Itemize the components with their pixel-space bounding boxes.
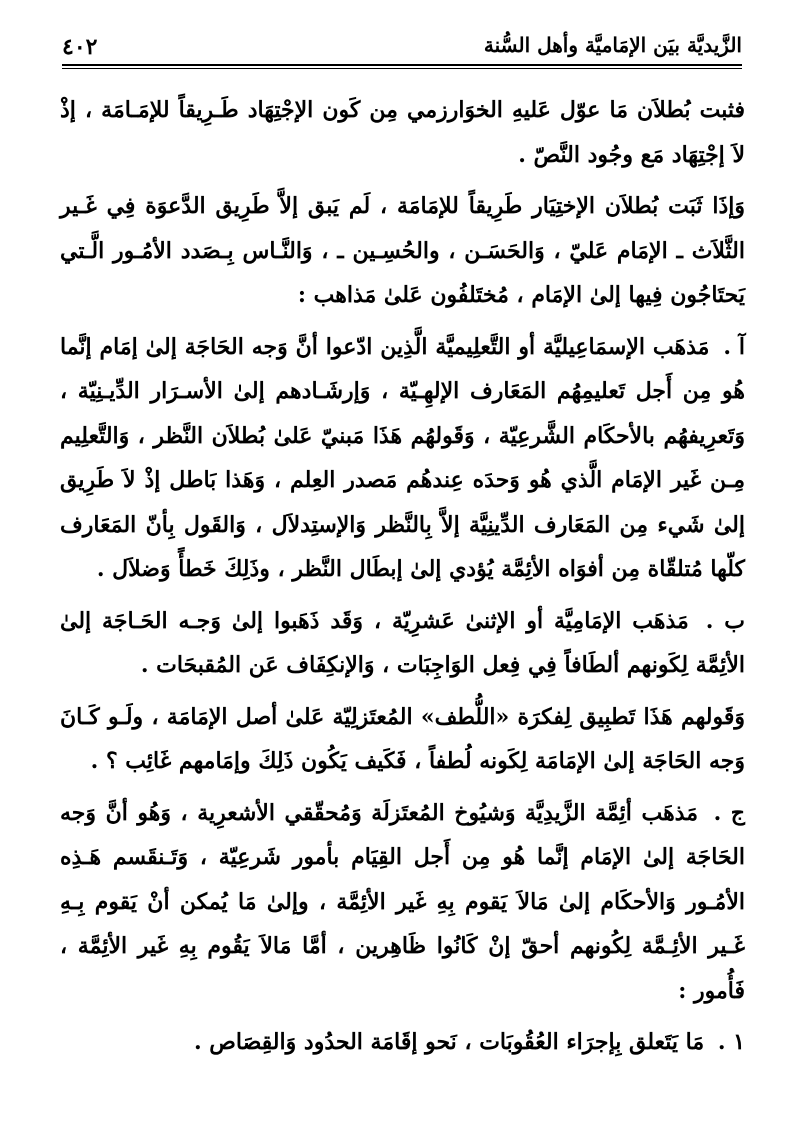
paragraph-1 [60,88,745,177]
page-number: ٤٠٢ [62,34,98,60]
header-rule [62,64,742,69]
paragraph-4 [60,599,745,688]
paragraph-3-text: مَذهَب الإسمَاعِيليَّة أو التَّعلِيميَّة الَّذِين ادّعوا أنَّ وَجه الحَاجَة إلىٰ إمَام إنَّما هُو مِن أَجل تَعليمِهُم المَعَارف الإلهِـيّة ، وَإرشَـادهم إلىٰ الأسـرَار الدِّيـنِيّة ، وَتَعرِيفهُم بالأحكَام الشَّرعِيّة ، وَقَولهُم هَذَا مَبنيّ عَلىٰ بُطلاَن النَّظر ، وَالتَّعلِيم مِـن غَير الإمَام الَّذي هُو وَحدَه عِندهُم مَصدر العِلم ، وَهَذا بَاطل إذْ لاَ طَرِيق إلىٰ شَيء مِن المَعَارف الدِّينِيَّة إلاَّ بِالنَّظر وَالإستِدلاَل ، وَالقَول بِأنّ المَعَارف كلّها مُتلقّاة مِن أفوَاه الأئِمَّة يُؤدي إلىٰ إبطَال النَّظر ، وذَلِكَ خَطأً وَضلاَل . [60,333,745,582]
paragraph-2 [60,184,745,318]
item-marker-c: ج . [713,799,745,826]
paragraph-7 [60,1020,745,1065]
page-header [62,30,742,70]
item-marker-a: آ . [723,333,745,360]
paragraph-6 [60,791,745,1014]
paragraph-2-text: وَإذَا ثَبَت بُطلاَن الإختِيَار طَرِيقاً للإمَامَة ، لَم يَبق إلاَّ طَرِيق الدَّعوَة فِي غَـير الثَّلاَث ـ الإمَام عَليّ ، وَالحَسَـن ، والحُسِـين ـ ، وَالنَّـاس بِـصَدد الأمُـور الَّـتي يَحتَاجُون فِيها إلىٰ الإمَام ، مُختَلفُون عَلىٰ مَذاهب : [60,193,746,308]
paragraph-6-text: مَذهَب أئِمَّة الزَّيدِيَّة وَشيُوخ المُعتَزلَة وَمُحقّقي الأشعرِية ، وَهُو أنَّ وَجه الحَاجَة إلىٰ الإمَام إنَّما هُو مِن أَجل القِيَام بأمور شَرعِيّة ، وَتَـنقَسم هَـذِه الأمُـور وَالأحكَام إلىٰ مَالاَ يَقوم بِهِ غَير الأئِمَّة ، وإلىٰ مَا يُمكن أنْ يَقوم بِـهِ غَـير الأئِـمَّة لِكُونهم أحقّ إنْ كَانُوا ظَاهِرين ، أمَّا مَالاَ يَقُوم بِهِ غَير الأئِمَّة ، فَأُمور : [60,799,745,1004]
body-text [60,88,745,1072]
item-marker-b: ب . [705,607,745,634]
paragraph-5-text: وَقَولهم هَذَا تَطبِيق لِفكرَة «اللُّطف» المُعتَزلِيّة عَلىٰ أصل الإمَامَة ، ولَـو كَـانَ وَجه الحَاجَة إلىٰ الإمَامَة لِكَونه لُطفاً ، فَكَيف يَكُون ذَلِكَ وإمَامهم غَائِب ؟ . [60,703,745,774]
paragraph-5 [60,695,745,784]
paragraph-7-text: مَا يَتَعلق بِإجرَاء العُقُوبَات ، نَحو إقَامَة الحدُود وَالقِصَاص . [193,1029,705,1055]
paragraph-3 [60,325,745,592]
paragraph-1-text: فثبت بُطلاَن مَا عوّل عَليهِ الخوَارزمي مِن كَون الإجْتِهَاد طَـرِيقاً للإمَـامَة ، إذْ لاَ إجْتِهَاد مَع وجُود النَّصّ . [60,97,745,168]
running-title: الزَّيديَّة بيَن الإمَاميَّة وأهل السُّنة [483,33,742,57]
paragraph-4-text: مَذهَب الإمَامِيَّة أو الإثنىٰ عَشرِيّة ، وَقَد ذَهَبوا إلىٰ وَجـه الحَـاجَة إلىٰ الأئِمَّة لِكَونهم ألطَافاً فِي فِعل الوَاجِبَات ، وَالإنكِفَاف عَن المُقبحَات . [60,607,745,678]
item-marker-1: ١ . [717,1029,745,1055]
